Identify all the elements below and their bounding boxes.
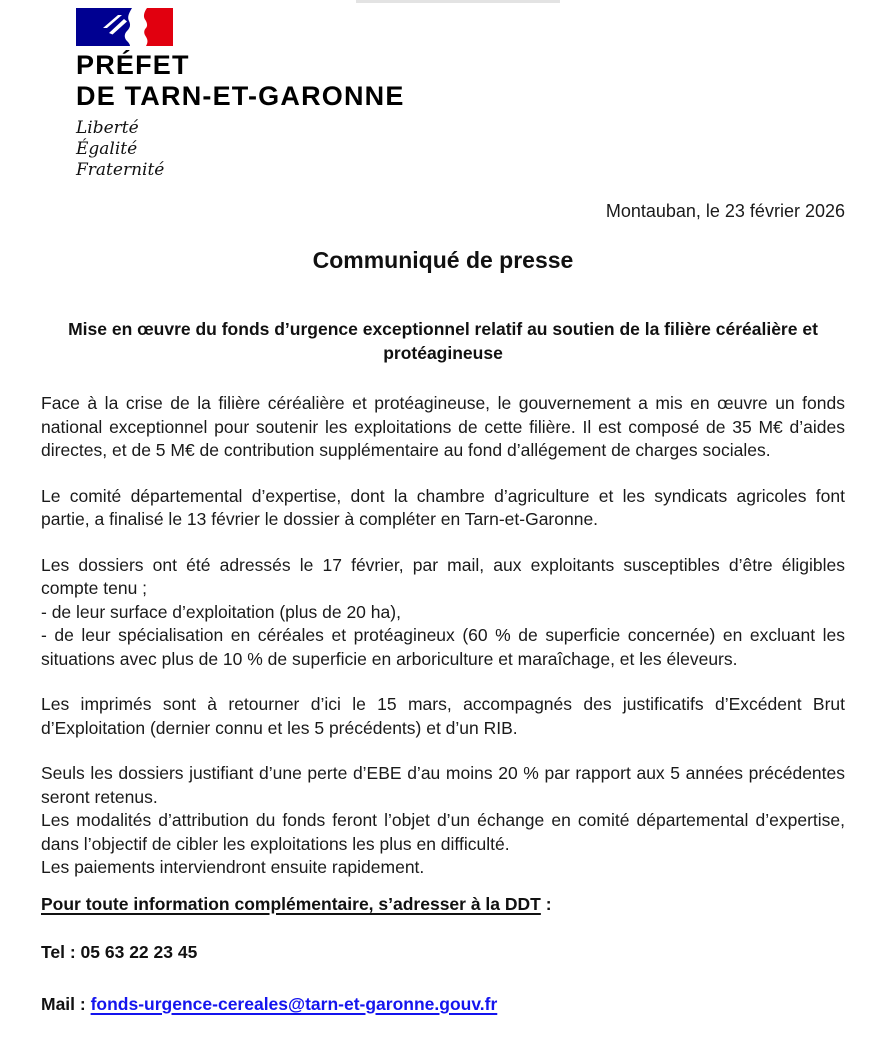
paragraph-comite-expertise	[41, 485, 845, 532]
mail-label: Mail :	[41, 993, 91, 1014]
paragraph-line: Le comité départemental d’expertise, dont la chambre d’agriculture et les syndicats agricoles font partie, a finalisé le 13 février le dossier à compléter en Tarn-et-Garonne.	[41, 485, 845, 529]
paragraph-modalites	[41, 762, 845, 880]
marianne-tricolor-flag-icon	[76, 8, 176, 46]
paragraph-line: Les imprimés sont à retourner d’ici le 15 mars, accompagnés des justificatifs d’Excédent Brut d’Exploitation (dernier connu et les 5 précédents) et d’un RIB.	[41, 694, 845, 738]
dateline: Montauban, le 23 février 2026	[605, 201, 845, 221]
contact-heading-colon: :	[540, 893, 552, 914]
paragraph-line: Les dossiers ont été adressés le 17 février, par mail, aux exploitants susceptibles d’être éligibles compte tenu ;	[41, 554, 845, 598]
paragraph-dossiers-criteres	[41, 554, 845, 672]
criteria-item-specialisation: - de leur spécialisation en céréales et protéagineux (60 % de superficie concernée) en excluant les situations avec plus de 10 % de superficie en arboriculture et maraîchage, et les éleveurs.	[41, 625, 845, 669]
paragraph-fonds-urgence	[41, 392, 845, 463]
prefecture-name	[76, 50, 845, 112]
republic-motto	[76, 118, 845, 181]
paragraph-line: Seuls les dossiers justifiant d’une perte d’EBE d’au moins 20 % par rapport aux 5 années précédentes seront retenus.	[41, 763, 845, 807]
prefecture-name-line2: DE TARN-ET-GARONNE	[76, 81, 405, 111]
government-logo-block	[41, 0, 845, 181]
criteria-item-surface: - de leur surface d’exploitation (plus de 20 ha),	[41, 601, 401, 622]
contact-phone-line: Tel : 05 63 22 23 45	[41, 941, 198, 962]
paragraph-line: Face à la crise de la filière céréalière et protéagineuse, le gouvernement a mis en œuvre un fonds national exceptionnel pour soutenir les exploitations de cette filière. Il est composé de 35 M€ d’aides directes, et de 5 M€ de contribution supplémentaire au fond d’allégement de charges sociales.	[41, 393, 845, 460]
contact-email-link[interactable]: fonds-urgence-cereales@tarn-et-garonne.gouv.fr	[90, 993, 498, 1014]
paragraph-line: Les modalités d’attribution du fonds feront l’objet d’un échange en comité départemental d’expertise, dans l’objectif de cibler les exploitations les plus en difficulté.	[41, 810, 845, 854]
paragraph-line: Les paiements interviendront ensuite rapidement.	[41, 857, 425, 877]
document-body	[41, 392, 845, 880]
motto-fraternite: Fraternité	[76, 160, 165, 180]
contact-heading	[41, 894, 845, 915]
document-title: Communiqué de presse	[312, 247, 574, 273]
motto-egalite: Égalité	[76, 139, 138, 159]
cropped-top-bar	[356, 0, 560, 3]
document-subject: Mise en œuvre du fonds d’urgence exceptionnel relatif au soutien de la filière céréalière et protéagineuse	[68, 319, 818, 363]
motto-liberte: Liberté	[76, 118, 139, 138]
paragraph-imprimes-retour	[41, 693, 845, 740]
prefecture-name-line1: PRÉFET	[76, 50, 190, 80]
contact-mail-line	[41, 994, 845, 1015]
contact-heading-text: Pour toute information complémentaire, s’adresser à la DDT	[41, 893, 541, 914]
